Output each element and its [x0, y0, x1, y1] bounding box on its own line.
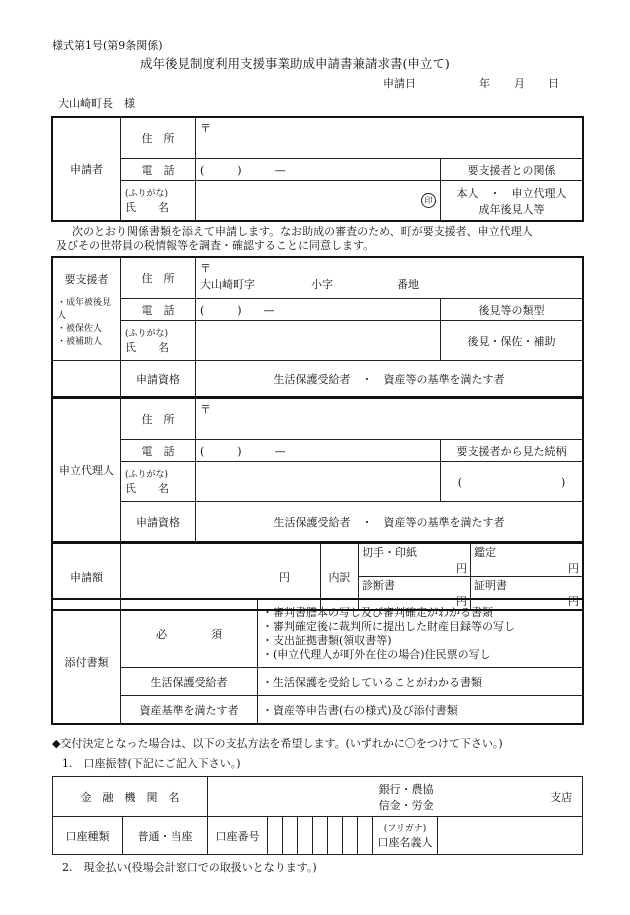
amount-label: 申請額: [53, 544, 121, 610]
welfare-docs-item: ・生活保護を受給していることがわかる書類: [258, 668, 583, 696]
applicant-phone-field[interactable]: ( ) —: [196, 159, 441, 181]
required-doc-item: ・支出証拠書類(領収書等): [262, 633, 392, 647]
required-doc-item: ・審判確定後に裁判所に提出した財産目録等の写し: [262, 619, 515, 633]
form-number: 様式第1号(第9条関係): [52, 39, 163, 52]
attachments-label: 添付書類: [53, 600, 121, 724]
applicant-address-field[interactable]: [196, 118, 583, 159]
supported-person-table: [52, 257, 583, 397]
payment-option-transfer[interactable]: 1. 口座振替(下記にご記入下さい。): [62, 757, 241, 770]
account-digit-box[interactable]: [313, 817, 328, 855]
applicant-name-label: (ふりがな) 氏 名: [121, 181, 196, 221]
supported-address-label: 住 所: [121, 258, 196, 299]
postal-mark: 〒: [200, 122, 211, 135]
consent-notice-line2: 及びその世帯員の税情報等を調査・確認することに同意します。: [56, 239, 375, 252]
stamp-fee-field[interactable]: 切手・印紙 円: [359, 544, 471, 577]
applicant-section-label: 申請者: [53, 118, 121, 221]
applicant-name-field[interactable]: [196, 181, 441, 221]
bank-account-table: [52, 776, 583, 855]
agent-address-label: 住 所: [121, 399, 196, 440]
supported-qualification-label: 申請資格: [121, 361, 196, 397]
branch-field[interactable]: 支店: [438, 777, 583, 817]
supported-qualification-options[interactable]: 生活保護受給者 ・ 資産等の基準を満たす者: [196, 361, 583, 397]
agent-name-label: (ふりがな) 氏 名: [121, 462, 196, 502]
attachments-table: [52, 599, 583, 724]
account-type-label: 口座種類: [53, 817, 123, 855]
account-holder-label: (フリガナ) 口座名義人: [373, 817, 438, 855]
asset-docs-item: ・資産等申告書(右の様式)及び添付書類: [258, 696, 583, 724]
account-digit-box[interactable]: [328, 817, 343, 855]
welfare-docs-label: 生活保護受給者: [121, 668, 258, 696]
date-month: 月: [514, 77, 525, 90]
agent-relation-field[interactable]: ( ): [441, 462, 583, 502]
agent-relation-label: 要支援者から見た続柄: [441, 440, 583, 462]
account-digit-box[interactable]: [358, 817, 373, 855]
agent-phone-field[interactable]: ( ) —: [196, 440, 441, 462]
date-label: 申請日: [383, 77, 416, 90]
agent-name-field[interactable]: [196, 462, 441, 502]
supported-phone-label: 電 話: [121, 299, 196, 321]
seal-icon: 印: [421, 193, 436, 208]
required-docs-label: 必 須: [121, 600, 258, 668]
agent-address-field[interactable]: 〒: [196, 399, 583, 440]
guardian-type-label: 後見等の類型: [441, 299, 583, 321]
institution-name-field[interactable]: 銀行・農協 信金・労金: [208, 777, 438, 817]
payment-intro: ◆交付決定となった場合は、以下の支払方法を希望します。(いずれかに〇をつけて下さい。): [52, 737, 503, 750]
applicant-table: [52, 117, 583, 221]
agent-table: [52, 398, 583, 542]
account-type-options[interactable]: 普通・当座: [123, 817, 208, 855]
account-holder-field[interactable]: [438, 817, 583, 855]
required-doc-item: ・(申立代理人が町外在住の場合)住民票の写し: [262, 647, 491, 661]
agent-qualification-label: 申請資格: [121, 502, 196, 542]
agent-phone-label: 電 話: [121, 440, 196, 462]
asset-docs-label: 資産基準を満たす者: [121, 696, 258, 724]
applicant-relation-options[interactable]: 本人 ・ 申立代理人 成年後見人等: [441, 181, 583, 221]
page-title: 成年後見制度利用支援事業助成申請書兼請求書(申立て): [140, 56, 450, 71]
required-doc-item: ・審判書謄本の写し及び審判確定がわかる書類: [262, 605, 493, 619]
required-docs-list: [258, 600, 583, 668]
diagnosis-fee-field[interactable]: 診断書 円: [359, 577, 471, 610]
applicant-relation-label: 要支援者との関係: [441, 159, 583, 181]
account-digit-box[interactable]: [343, 817, 358, 855]
applicant-address-label: 住 所: [121, 118, 196, 159]
guardian-type-options[interactable]: 後見・保佐・補助: [441, 321, 583, 361]
account-digit-box[interactable]: [268, 817, 283, 855]
account-digit-box[interactable]: [298, 817, 313, 855]
supported-address-field[interactable]: 〒 大山崎町字 小字 番地: [196, 258, 583, 299]
addressee: 大山崎町長 様: [58, 97, 135, 110]
agent-qualification-options[interactable]: 生活保護受給者 ・ 資産等の基準を満たす者: [196, 502, 583, 542]
appraisal-fee-field[interactable]: 鑑定 円: [471, 544, 583, 577]
date-year: 年: [479, 77, 490, 90]
applicant-phone-label: 電 話: [121, 159, 196, 181]
account-digit-box[interactable]: [283, 817, 298, 855]
agent-section-label: 申立代理人: [53, 399, 121, 542]
institution-label: 金 融 機 関 名: [53, 777, 208, 817]
supported-section-label: 要支援者 ・成年被後見人 ・被保佐人 ・被補助人: [53, 258, 121, 361]
payment-option-cash[interactable]: 2. 現金払い(役場会計窓口での取扱いとなります。): [62, 861, 317, 874]
amount-field[interactable]: 円: [121, 544, 321, 610]
account-number-label: 口座番号: [208, 817, 268, 855]
supported-name-field[interactable]: [196, 321, 441, 361]
supported-phone-field[interactable]: ( ) —: [196, 299, 441, 321]
date-day: 日: [548, 77, 559, 90]
supported-name-label: (ふりがな) 氏 名: [121, 321, 196, 361]
certificate-fee-field[interactable]: 証明書 円: [471, 577, 583, 610]
supported-section-spacer: [53, 361, 121, 397]
breakdown-label: 内訳: [321, 544, 359, 610]
consent-notice-line1: 次のとおり関係書類を添えて申請します。なお助成の審査のため、町が要支援者、申立代理人: [72, 225, 533, 238]
